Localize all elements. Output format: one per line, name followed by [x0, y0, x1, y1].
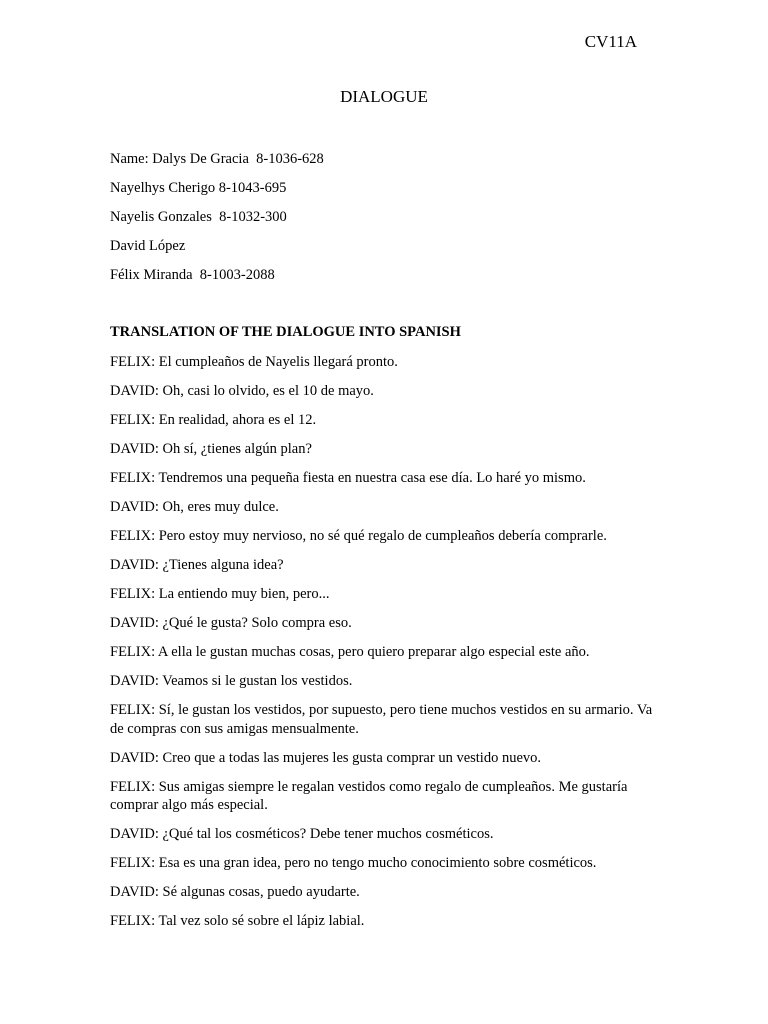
dialogue-line: DAVID: Oh, casi lo olvido, es el 10 de mayo. — [110, 383, 374, 399]
author-list — [110, 151, 650, 296]
section-heading: TRANSLATION OF THE DIALOGUE INTO SPANISH — [110, 324, 461, 340]
dialogue-line: FELIX: Tendremos una pequeña fiesta en nuestra casa ese día. Lo haré yo mismo. — [110, 470, 586, 486]
author-line: Name: Dalys De Gracia 8-1036-628 — [110, 151, 324, 167]
dialogue-line: DAVID: ¿Qué tal los cosméticos? Debe tener muchos cosméticos. — [110, 826, 494, 842]
dialogue-line: FELIX: Sus amigas siempre le regalan vestidos como regalo de cumpleaños. Me gustaría comprar algo más especial. — [110, 778, 628, 813]
author-line: David López — [110, 238, 186, 254]
dialogue-line: FELIX: La entiendo muy bien, pero... — [110, 586, 330, 602]
dialogue-line: FELIX: Esa es una gran idea, pero no tengo mucho conocimiento sobre cosméticos. — [110, 855, 597, 871]
author-line: Nayelhys Cherigo 8-1043-695 — [110, 180, 287, 196]
dialogue-line: DAVID: ¿Qué le gusta? Solo compra eso. — [110, 615, 352, 631]
dialogue-line: FELIX: En realidad, ahora es el 12. — [110, 412, 317, 428]
document-title: DIALOGUE — [340, 87, 428, 106]
translation-section — [110, 324, 655, 941]
dialogue-line: DAVID: Creo que a todas las mujeres les gusta comprar un vestido nuevo. — [110, 749, 542, 766]
document-code: CV11A — [584, 32, 637, 51]
dialogue-line: FELIX: El cumpleaños de Nayelis llegará pronto. — [110, 354, 398, 370]
dialogue-line: FELIX: Sí, le gustan los vestidos, por supuesto, pero tiene muchos vestidos en su armario. Va de compras con sus amigas mensualmente. — [110, 702, 653, 737]
dialogue-list — [110, 353, 655, 931]
author-line: Nayelis Gonzales 8-1032-300 — [110, 209, 287, 225]
dialogue-line: DAVID: Oh sí, ¿tienes algún plan? — [110, 441, 312, 457]
dialogue-line: DAVID: Veamos si le gustan los vestidos. — [110, 673, 353, 689]
dialogue-line: DAVID: ¿Tienes alguna idea? — [110, 557, 284, 573]
dialogue-line: FELIX: A ella le gustan muchas cosas, pero quiero preparar algo especial este año. — [110, 644, 590, 660]
dialogue-line: DAVID: Oh, eres muy dulce. — [110, 499, 279, 515]
dialogue-line: FELIX: Tal vez solo sé sobre el lápiz labial. — [110, 913, 365, 929]
dialogue-line: DAVID: Sé algunas cosas, puedo ayudarte. — [110, 884, 360, 900]
author-line: Félix Miranda 8-1003-2088 — [110, 267, 275, 283]
dialogue-line: FELIX: Pero estoy muy nervioso, no sé qué regalo de cumpleaños debería comprarle. — [110, 528, 607, 544]
